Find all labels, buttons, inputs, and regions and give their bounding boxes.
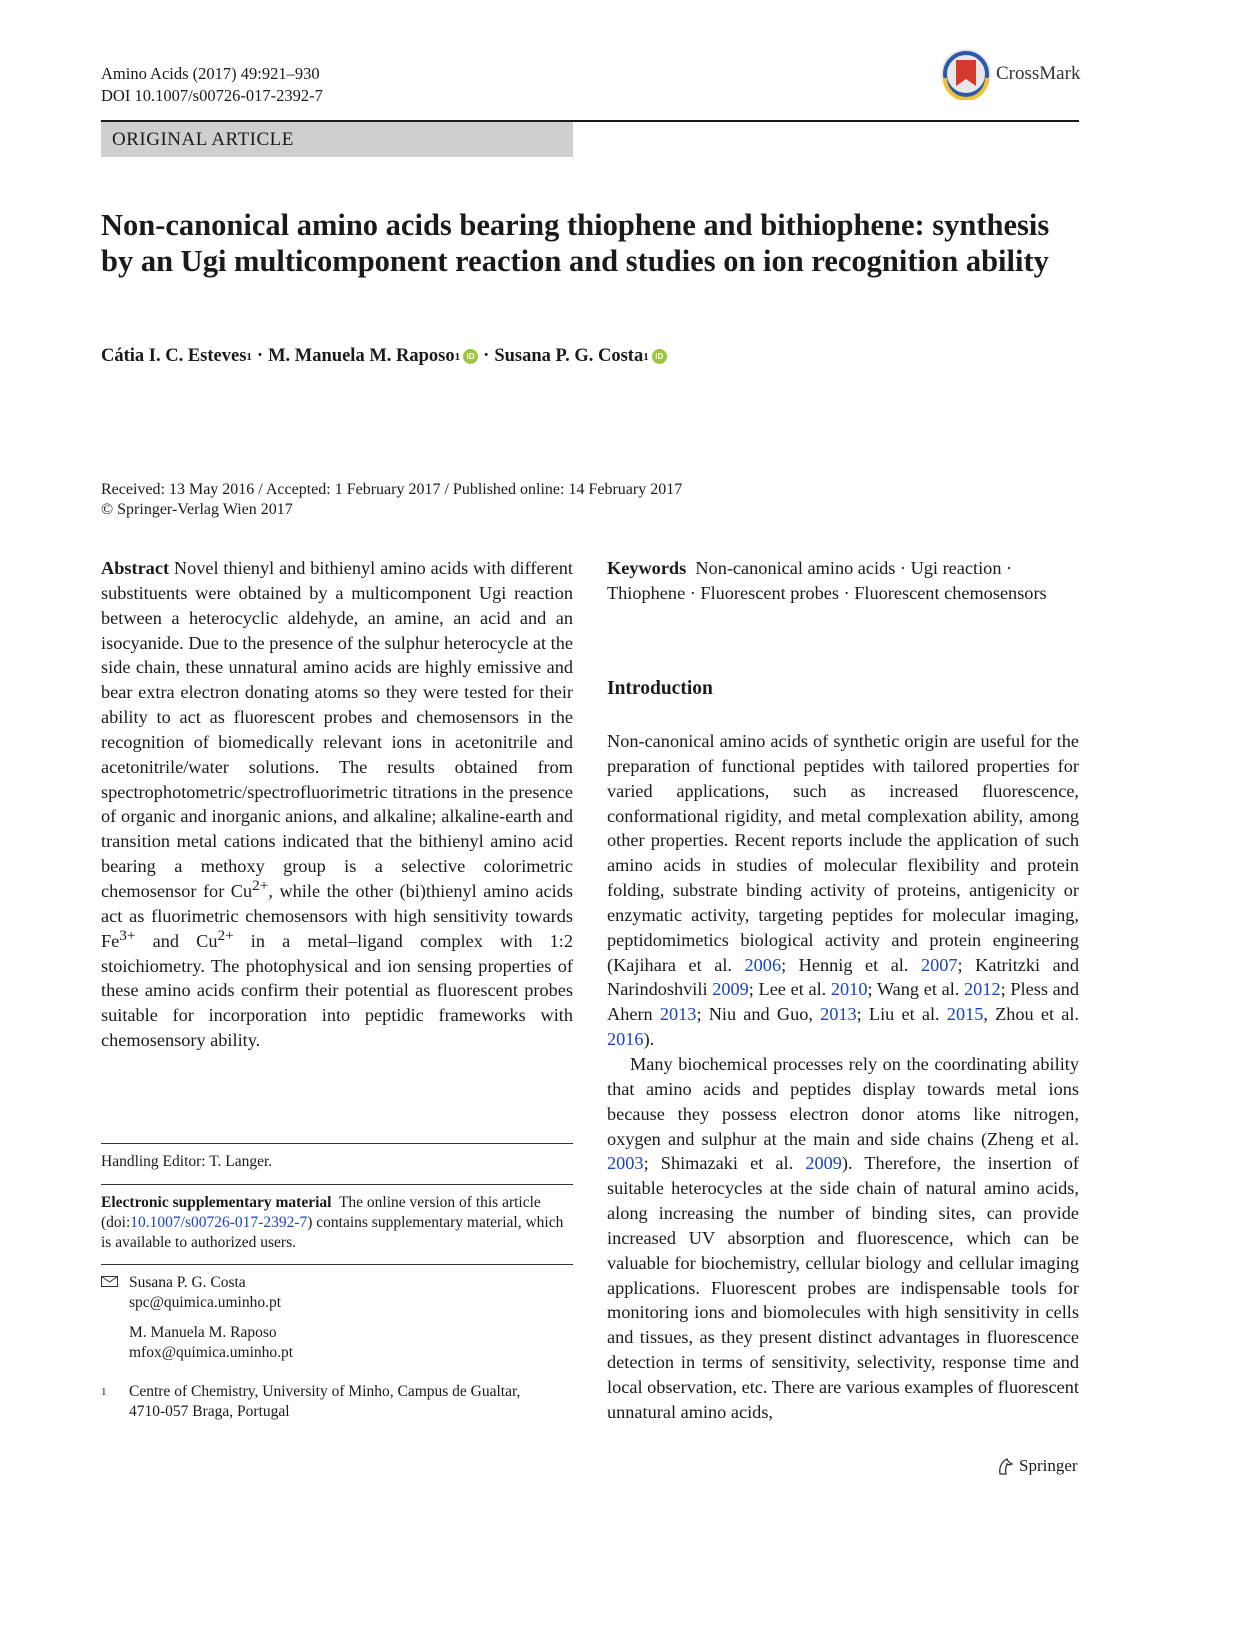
- springer-horse-icon: [995, 1456, 1015, 1476]
- affiliation-number: 1: [101, 1386, 107, 1398]
- citation-link[interactable]: 2003: [607, 1153, 644, 1174]
- author-separator: ·: [256, 346, 264, 366]
- intro-paragraph: [607, 1052, 1079, 1425]
- publication-dates: [101, 480, 682, 520]
- superscript: 3+: [119, 926, 136, 944]
- intro-text: Non-canonical amino acids of synthetic origin are useful for the preparation of functional peptides with tailored properties for varied applications, such as increased fluorescence, conformational rigidity, and metal complexation ability, among other properties. Recent reports include the application of such amino acids in studies of molecular flexibility and protein folding, substrate binding activity of proteins, antigenicity or enzymatic activity, targeting peptides for molecular imaging, peptidomimetics biological activity and protein engineering (Kajihara et al.: [607, 731, 1079, 975]
- author-list: Cátia I. C. Esteves 1 · M. Manuela M. Raposo 1 iD · Susana P. G. Costa 1 iD: [101, 346, 670, 367]
- contact-email[interactable]: mfox@quimica.uminho.pt: [129, 1344, 294, 1361]
- citation-link[interactable]: 2016: [607, 1029, 644, 1050]
- contact-name: M. Manuela M. Raposo: [129, 1324, 277, 1341]
- intro-paragraph: [607, 729, 1079, 1052]
- author-name[interactable]: M. Manuela M. Raposo: [268, 346, 455, 366]
- footnote-rule: [101, 1264, 573, 1265]
- esm-text: ) contains supplementary material, which is available to authorized users.: [101, 1214, 564, 1251]
- citation-link[interactable]: 2013: [820, 1004, 857, 1025]
- crossmark-icon: [940, 48, 992, 100]
- esm-label: Electronic supplementary material: [101, 1194, 332, 1211]
- springer-label: Springer: [1019, 1456, 1078, 1475]
- abstract-text: Novel thienyl and bithienyl amino acids with different substituents were obtained by a multicomponent Ugi reaction between a heterocyclic aldehyde, an amine, an acid and an isocyanide. Due to the presence of the sulphur heterocycle at the side chain, these unnatural amino acids are highly emissive and bear extra electron donating atoms so they were tested for their ability to act as fluorescent probes and chemosensors in the recognition of biomedically relevant ions in acetonitrile and acetonitrile/water solutions. The results obtained from spectrophotometric/spectrofluorimetric titrations in the presence of organic and inorganic anions, and alkaline; alkaline-earth and transition metal cations indicated that the bithienyl amino acid bearing a methoxy group is a selective colorimetric chemosensor for Cu: [101, 558, 573, 901]
- citation-link[interactable]: 2007: [920, 954, 958, 975]
- mail-icon: [101, 1276, 118, 1287]
- intro-text: ; Shimazaki et al.: [643, 1153, 806, 1174]
- intro-text: , Zhou et al.: [983, 1004, 1080, 1025]
- citation-link[interactable]: 2013: [659, 1004, 697, 1025]
- intro-text: ; Katritzki and Narindoshvili: [607, 954, 1080, 1000]
- springer-logo: [995, 1456, 1078, 1476]
- abstract-label: Abstract: [101, 558, 170, 578]
- article-title: Non-canonical amino acids bearing thiophene and bithiophene: synthesis by an Ugi multicomponent reaction and studies on ion recognition ability: [101, 208, 1050, 278]
- citation-link[interactable]: 2010: [830, 979, 868, 1000]
- journal-doi: DOI 10.1007/s00726-017-2392-7: [101, 86, 323, 105]
- keywords-label: Keywords: [607, 558, 687, 578]
- intro-text: ; Liu et al.: [856, 1004, 947, 1025]
- contact-email[interactable]: spc@quimica.uminho.pt: [129, 1294, 282, 1311]
- crossmark-badge[interactable]: [940, 48, 1080, 100]
- contact-2: [129, 1323, 549, 1363]
- crossmark-label: CrossMark: [996, 63, 1081, 84]
- dates-line: Received: 13 May 2016 / Accepted: 1 February 2017 / Published online: 14 February 2017: [101, 481, 683, 498]
- keywords-text: Non-canonical amino acids · Ugi reaction · Thiophene · Fluorescent probes · Fluorescent chemosensors: [607, 558, 1047, 603]
- orcid-icon[interactable]: iD: [652, 349, 667, 364]
- citation-link[interactable]: 2015: [946, 1004, 984, 1025]
- handling-editor: Handling Editor: T. Langer.: [101, 1153, 273, 1170]
- contact-name: Susana P. G. Costa: [129, 1274, 246, 1291]
- author-name[interactable]: Susana P. G. Costa: [494, 346, 644, 366]
- footnote-rule: [101, 1184, 573, 1185]
- journal-info: [101, 63, 323, 107]
- abstract-text: in a metal–ligand complex with 1:2 stoichiometry. The photophysical and ion sensing properties of these amino acids confirm their potential as fluorescent probes suitable for incorporation into peptidic frameworks with chemosensory ability.: [101, 930, 573, 1051]
- journal-citation: Amino Acids (2017) 49:921–930: [101, 64, 320, 83]
- contact-1: [129, 1273, 549, 1313]
- intro-text: Many biochemical processes rely on the coordinating ability that amino acids and peptides display towards metal ions because they possess electron donor atoms like nitrogen, oxygen and sulphur at the main and side chains (Zheng et al.: [607, 1053, 1079, 1149]
- citation-link[interactable]: 2012: [964, 979, 1001, 1000]
- citation-link[interactable]: 2009: [805, 1153, 842, 1174]
- esm-note: [101, 1193, 573, 1253]
- intro-text: ; Lee et al.: [748, 979, 831, 1000]
- esm-text: The online version of this article (doi:: [101, 1194, 541, 1231]
- citation-link[interactable]: 2006: [744, 954, 782, 975]
- orcid-icon[interactable]: iD: [463, 349, 478, 364]
- superscript: 2+: [217, 926, 234, 944]
- article-type-banner: ORIGINAL ARTICLE: [101, 122, 573, 157]
- author-name[interactable]: Cátia I. C. Esteves: [101, 346, 247, 366]
- footnote-rule: [101, 1143, 573, 1144]
- introduction-heading: Introduction: [607, 678, 713, 699]
- keywords: [607, 556, 1079, 606]
- intro-text: ; Niu and Guo,: [696, 1004, 821, 1025]
- esm-doi-link[interactable]: 10.1007/s00726-017-2392-7: [130, 1214, 308, 1231]
- affiliation: Centre of Chemistry, University of Minho, Campus de Gualtar, 4710-057 Braga, Portugal: [129, 1383, 521, 1420]
- abstract: [101, 556, 573, 1053]
- intro-text: ). Therefore, the insertion of suitable heterocycles at the side chain of natural amino acids, along increasing the number of binding sites, can provide increased UV absorption and fluorescence, which can be valuable for biochemistry, cellular biology and cellular imaging applications. Fluorescent probes are indispensable tools for monitoring ions and biomolecules with high sensitivity in cells and tissues, as they present distinct advantages in fluorescence detection in terms of sensitivity, selectivity, response time and local observation, etc. There are various examples of fluorescent unnatural amino acids,: [607, 1153, 1079, 1422]
- author-separator: ·: [483, 346, 490, 366]
- citation-link[interactable]: 2009: [712, 979, 749, 1000]
- copyright-line: © Springer-Verlag Wien 2017: [101, 501, 293, 518]
- intro-text: ; Pless and Ahern: [607, 979, 1079, 1025]
- abstract-text: and Cu: [135, 930, 218, 951]
- intro-text: ; Wang et al.: [867, 979, 965, 1000]
- abstract-text: , while the other (bi)thienyl amino acids act as fluorimetric chemosensors with high sensitivity towards Fe: [101, 880, 573, 951]
- introduction-body: [607, 729, 1079, 1425]
- superscript: 2+: [252, 876, 269, 894]
- intro-text: ).: [643, 1029, 655, 1050]
- intro-text: ; Hennig et al.: [781, 954, 921, 975]
